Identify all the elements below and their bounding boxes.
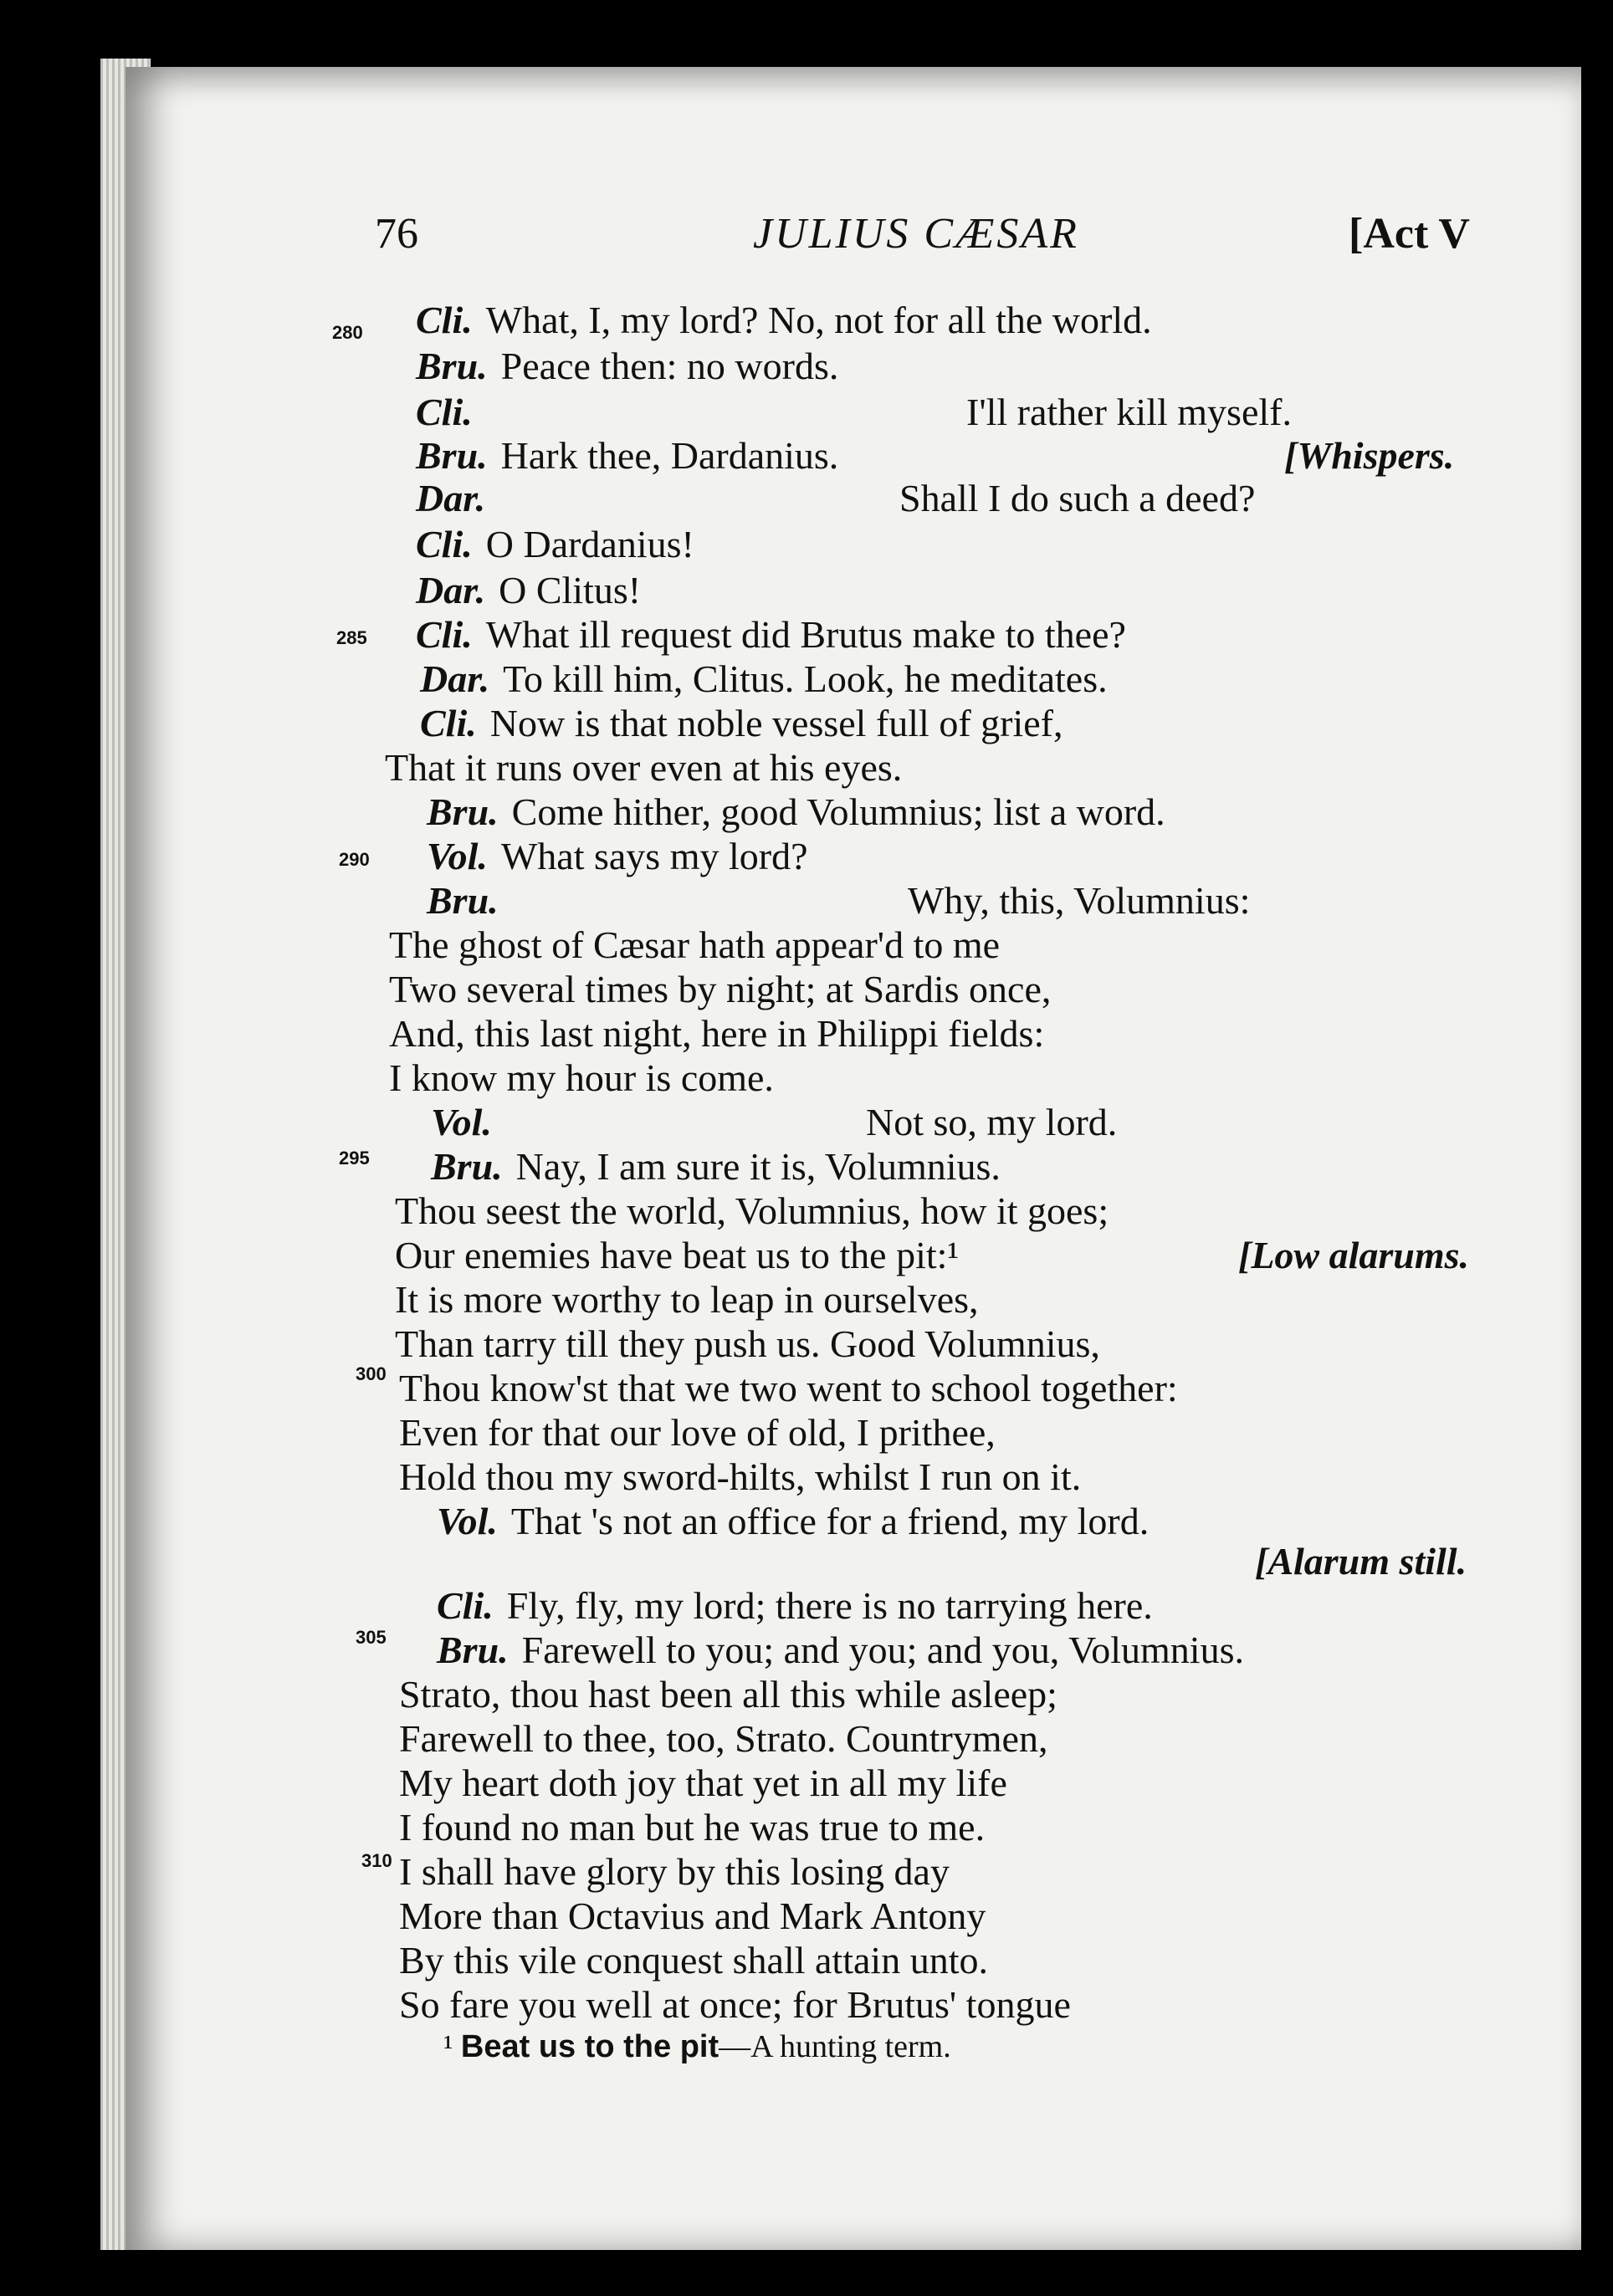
line-text: O Clitus! <box>499 569 642 611</box>
line-number: 305 <box>356 1627 387 1648</box>
line-text-continued: Not so, my lord. <box>866 1101 1118 1143</box>
line-number: 290 <box>339 849 370 870</box>
verse-line <box>416 434 839 477</box>
speaker-label: Dar. <box>416 477 486 519</box>
verse-line <box>416 525 694 564</box>
verse-line <box>389 970 1051 1009</box>
speaker-label: Bru. <box>427 790 499 833</box>
stage-direction: [Whispers. <box>1284 434 1455 477</box>
line-text: Peace then: no words. <box>500 345 839 387</box>
act-label: [Act V <box>1349 210 1470 258</box>
speaker-label: Bru. <box>437 1629 509 1671</box>
verse-line <box>416 301 1152 340</box>
footnote <box>443 2028 951 2065</box>
speaker-label: Cli. <box>416 299 473 341</box>
speaker-label: Vol. <box>427 835 488 877</box>
verse-line <box>399 1850 950 1893</box>
line-text: Hold thou my sword-hilts, whilst I run on it. <box>399 1455 1082 1498</box>
line-number: 310 <box>361 1850 392 1871</box>
speaker-label: Vol. <box>437 1500 498 1542</box>
verse-line <box>416 479 499 518</box>
verse-line <box>427 879 512 922</box>
verse-line <box>399 1983 1071 2026</box>
verse-line <box>399 1808 985 1847</box>
line-text: By this vile conquest shall attain unto. <box>399 1939 988 1982</box>
speaker-label: Vol. <box>431 1101 492 1143</box>
speaker-label: Cli. <box>420 702 477 744</box>
line-text: I know my hour is come. <box>389 1056 774 1099</box>
line-text: Thou know'st that we two went to school together: <box>399 1367 1178 1409</box>
verse-line <box>431 1103 505 1142</box>
speaker-label: Cli. <box>416 523 473 565</box>
line-text: That 's not an office for a friend, my lord. <box>510 1500 1150 1542</box>
verse-line <box>399 1675 1057 1714</box>
verse-line <box>416 571 641 610</box>
line-text: Now is that noble vessel full of grief, <box>489 702 1063 744</box>
speaker-label: Dar. <box>416 569 486 611</box>
line-text-continued: I'll rather kill myself. <box>966 391 1292 433</box>
line-text: Nay, I am sure it is, Volumnius. <box>515 1145 1001 1188</box>
line-text: Even for that our love of old, I prithee, <box>399 1411 996 1454</box>
speaker-label: Bru. <box>416 434 488 477</box>
speaker-label: Cli. <box>416 391 473 433</box>
verse-line <box>399 1941 988 1980</box>
speaker-label: Bru. <box>431 1145 503 1188</box>
footnote-marker: ¹ <box>443 2029 453 2064</box>
line-text: Hark thee, Dardanius. <box>500 434 839 477</box>
line-text: Fly, fly, my lord; there is no tarrying here. <box>506 1584 1153 1627</box>
verse-line <box>399 1455 1082 1498</box>
verse-line <box>399 1369 1178 1408</box>
line-text: And, this last night, here in Philippi fields: <box>389 1012 1045 1055</box>
verse-line <box>395 1189 1109 1232</box>
verse-line <box>416 393 486 432</box>
line-text: Two several times by night; at Sardis once, <box>389 968 1052 1010</box>
line-text-continued: Why, this, Volumnius: <box>908 879 1251 922</box>
line-text: I found no man but he was true to me. <box>399 1806 986 1849</box>
line-text: Farewell to thee, too, Strato. Countrymen, <box>399 1717 1048 1760</box>
verse-line <box>399 1897 986 1935</box>
verse-line <box>427 790 1165 833</box>
line-text: So fare you well at once; for Brutus' tongue <box>399 1983 1071 2026</box>
verse-line <box>416 613 1126 656</box>
line-text: That it runs over even at his eyes. <box>385 746 903 789</box>
line-text: What ill request did Brutus make to thee? <box>485 613 1126 656</box>
verse-line <box>389 1012 1045 1055</box>
line-number: 285 <box>336 627 367 648</box>
verse-line <box>420 657 1108 700</box>
verse-line <box>395 1236 959 1275</box>
stage-direction: [Low alarums. <box>1238 1234 1470 1276</box>
verse-line <box>437 1631 1244 1670</box>
line-text: More than Octavius and Mark Antony <box>399 1895 986 1937</box>
line-text: Come hither, good Volumnius; list a word. <box>511 790 1165 833</box>
verse-line <box>399 1411 996 1454</box>
line-text: To kill him, Clitus. Look, he meditates. <box>503 657 1108 700</box>
line-text: The ghost of Cæsar hath appear'd to me <box>389 923 1001 966</box>
line-number: 300 <box>356 1363 387 1384</box>
line-number: 280 <box>332 322 363 343</box>
verse-line <box>437 1584 1153 1627</box>
verse-line <box>437 1502 1149 1541</box>
line-text: Than tarry till they push us. Good Volumnius, <box>395 1322 1100 1365</box>
line-number: 295 <box>339 1148 370 1168</box>
line-text-continued: Shall I do such a deed? <box>899 477 1256 519</box>
verse-line <box>399 1764 1007 1803</box>
verse-line <box>399 1717 1048 1760</box>
verse-line <box>416 347 838 386</box>
verse-line <box>420 704 1063 743</box>
footnote-term: Beat us to the pit <box>460 2029 719 2064</box>
line-text: Strato, thou hast been all this while asleep; <box>399 1673 1057 1716</box>
line-text: My heart doth joy that yet in all my life <box>399 1762 1007 1804</box>
line-text: I shall have glory by this losing day <box>399 1850 950 1893</box>
running-title: JULIUS CÆSAR <box>753 210 1079 258</box>
speaker-label: Cli. <box>416 613 473 656</box>
line-text: O Dardanius! <box>485 523 694 565</box>
page-number: 76 <box>375 210 418 258</box>
line-text: What, I, my lord? No, not for all the world. <box>485 299 1152 341</box>
stage-direction: [Alarum still. <box>1255 1540 1467 1583</box>
verse-line <box>431 1145 1001 1188</box>
line-text: Thou seest the world, Volumnius, how it goes; <box>395 1189 1109 1232</box>
speaker-label: Bru. <box>416 345 488 387</box>
verse-line <box>389 1056 774 1099</box>
verse-line <box>395 1278 979 1321</box>
verse-line <box>427 837 808 876</box>
footnote-definition: —A hunting term. <box>719 2029 951 2064</box>
line-text: What says my lord? <box>500 835 808 877</box>
verse-line <box>395 1322 1100 1365</box>
line-text: Farewell to you; and you; and you, Volumnius. <box>521 1629 1244 1671</box>
line-text: It is more worthy to leap in ourselves, <box>395 1278 979 1321</box>
speaker-label: Dar. <box>420 657 490 700</box>
verse-line <box>389 923 1001 966</box>
speaker-label: Cli. <box>437 1584 494 1627</box>
line-text: Our enemies have beat us to the pit:¹ <box>395 1234 960 1276</box>
verse-line <box>385 746 903 789</box>
speaker-label: Bru. <box>427 879 499 922</box>
